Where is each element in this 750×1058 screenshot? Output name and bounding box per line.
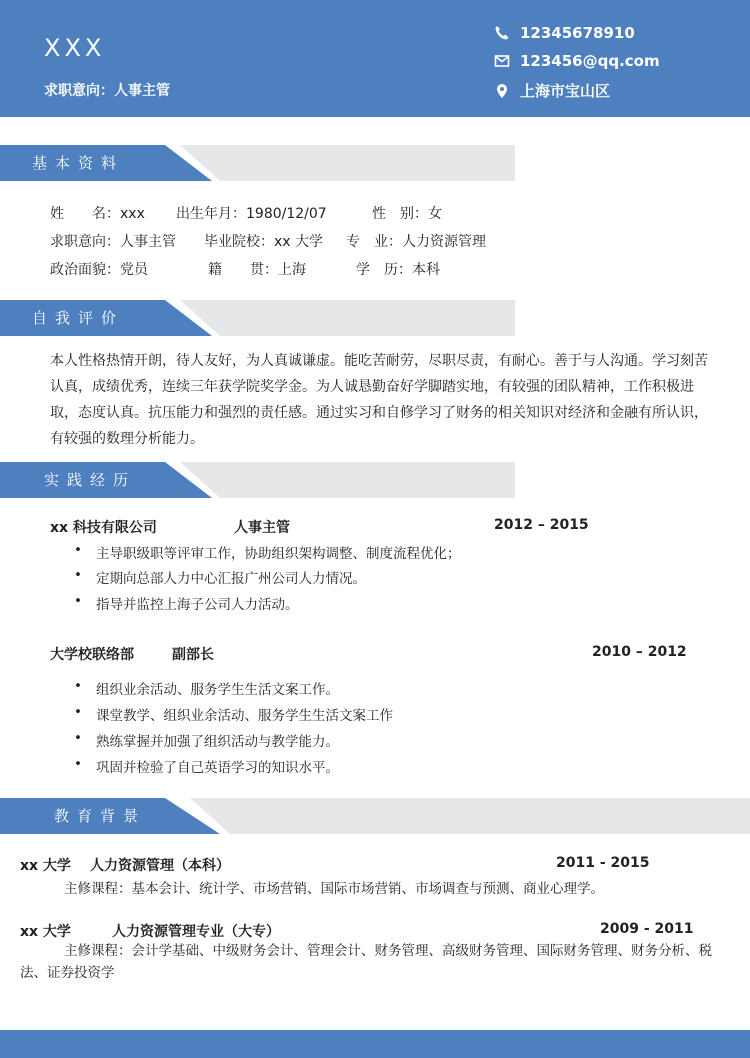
- info-major: 专 业：人力资源管理: [346, 234, 486, 250]
- education-period: 2011 - 2015: [556, 855, 650, 871]
- education-school: xx 大学: [20, 858, 71, 874]
- info-name: 姓 名：xxx: [50, 206, 145, 222]
- phone-row: [494, 24, 635, 42]
- list-item: • 定期向总部人力中心汇报广州公司人力情况。: [74, 567, 366, 587]
- experience-role: 副部长: [172, 647, 214, 663]
- email-address: 123456@qq.com: [520, 52, 660, 70]
- education-major: 人力资源管理（本科）: [90, 858, 230, 874]
- section-header-education: [0, 798, 520, 834]
- phone-icon: [494, 25, 510, 41]
- education-major: 人力资源管理专业（大专）: [112, 924, 280, 940]
- list-item: • 指导并监控上海子公司人力活动。: [74, 593, 299, 613]
- section-header-basic-info: [0, 145, 520, 181]
- info-gender: 性 别：女: [372, 206, 442, 222]
- section-header-self-evaluation: [0, 300, 520, 336]
- experience-org: 大学校联络部: [50, 647, 134, 663]
- list-item: • 课堂教学、组织业余活动、服务学生生活文案工作: [74, 704, 393, 724]
- list-item: • 组织业余活动、服务学生生活文案工作。: [74, 678, 339, 698]
- list-item: • 主导职级职等评审工作，协助组织架构调整、制度流程优化；: [74, 542, 461, 562]
- job-intent: 求职意向：人事主管: [44, 83, 170, 99]
- info-school: 毕业院校：xx 大学: [204, 234, 324, 250]
- location-text: 上海市宝山区: [520, 82, 611, 100]
- envelope-icon: [494, 53, 510, 69]
- map-pin-icon: [494, 83, 510, 99]
- phone-number: 12345678910: [520, 24, 635, 42]
- footer-bar: [0, 1030, 750, 1058]
- self-evaluation-text: 本人性格热情开朗，待人友好，为人真诚谦虚。能吃苦耐劳，尽职尽责，有耐心。善于与人沟通。学习刻苦认真，成绩优秀，连续三年获学院奖学金。为人诚恳勤奋好学脚踏实地，有较强的团队精神，工作积极进取，态度认真。抗压能力和强烈的责任感。通过实习和自修学习了财务的相关知识对经济和金融有所认识，有较强的数理分析能力。: [50, 353, 708, 447]
- email-row: [494, 52, 660, 70]
- experience-org: xx 科技有限公司: [50, 520, 157, 536]
- list-item: • 巩固并检验了自己英语学习的知识水平。: [74, 756, 339, 776]
- info-politics: 政治面貌：党员: [50, 262, 148, 278]
- education-courses: 主修课程：基本会计、统计学、市场营销、国际市场营销、市场调查与预测、商业心理学。: [64, 881, 604, 897]
- education-period: 2009 - 2011: [600, 921, 694, 937]
- section-title: 实践经历: [44, 471, 137, 489]
- info-birth: 出生年月：1980/12/07: [176, 206, 327, 222]
- experience-period: 2012 – 2015: [494, 517, 589, 533]
- experience-period: 2010 – 2012: [592, 644, 687, 660]
- education-courses: 主修课程：会计学基础、中级财务会计、管理会计、财务管理、高级财务管理、国际财务管理、财务分析、税法、证券投资学: [20, 943, 712, 981]
- info-hometown: 籍 贯：上海: [208, 262, 306, 278]
- section-title: 基本资料: [32, 154, 125, 172]
- section-title: 教育背景: [54, 807, 147, 825]
- location-row: [494, 80, 610, 101]
- section-title: 自我评价: [32, 309, 125, 327]
- list-item: • 熟练掌握并加强了组织活动与教学能力。: [74, 730, 339, 750]
- section-header-experience: [0, 462, 520, 498]
- experience-role: 人事主管: [234, 520, 290, 536]
- info-intent: 求职意向：人事主管: [50, 234, 176, 250]
- education-school: xx 大学: [20, 924, 71, 940]
- info-degree: 学 历：本科: [356, 262, 440, 278]
- candidate-name: XXX: [44, 34, 106, 62]
